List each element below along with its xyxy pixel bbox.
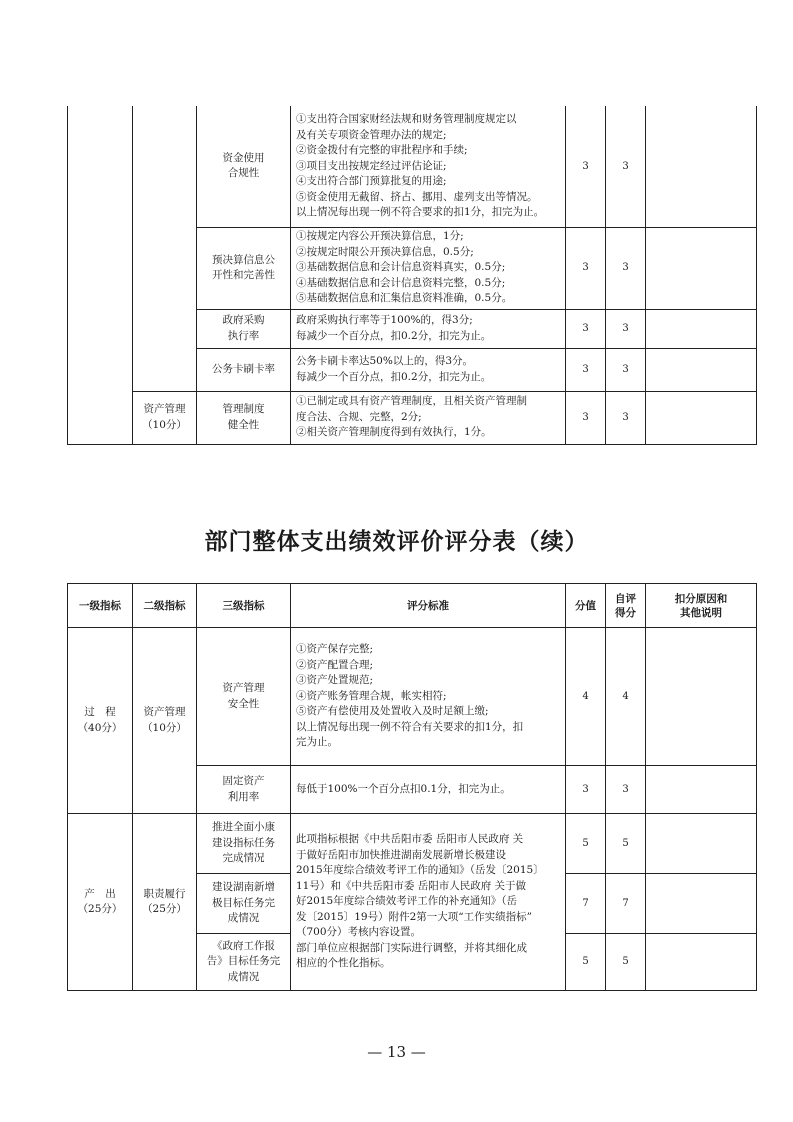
score-cell: 5 xyxy=(566,814,606,874)
level2-cell: 资产管理 （10分） xyxy=(133,391,197,444)
table-header-row xyxy=(68,584,757,628)
self-score-cell: 4 xyxy=(606,628,646,766)
evaluation-table-continued xyxy=(67,106,757,445)
score-cell: 3 xyxy=(566,227,606,309)
column-header-level3: 三级指标 xyxy=(197,584,291,628)
score-cell: 3 xyxy=(566,348,606,391)
notes-cell xyxy=(646,348,757,391)
column-header-self-score: 自评 得分 xyxy=(606,584,646,628)
notes-cell xyxy=(646,106,757,227)
notes-cell xyxy=(646,874,757,934)
notes-cell xyxy=(646,628,757,766)
table-row xyxy=(68,814,757,874)
criteria-cell: ①资产保存完整; ②资产配置合理; ③资产处置规范; ④资产账务管理合规，帐实相符; ⑤资产有偿使用及处置收入及时足额上缴; 以上情况每出现一例不符合有关要求的扣1分，扣 完为止。 xyxy=(291,628,566,766)
level3-cell: 建设湖南新增 极目标任务完 成情况 xyxy=(197,874,291,934)
table-row xyxy=(68,391,757,444)
notes-cell xyxy=(646,934,757,991)
notes-cell xyxy=(646,391,757,444)
criteria-cell: ①支出符合国家财经法规和财务管理制度规定以 及有关专项资金管理办法的规定; ②资金拨付有完整的审批程序和手续; ③项目支出按规定经过评估论证; ④支出符合部门预算批复的用途; ⑤资金使用无截留、挤占、挪用、虚列支出等情况。 以上情况每出现一例不符合要求的扣1分，扣完为止。 xyxy=(291,106,566,227)
level1-cell: 产 出 （25分） xyxy=(68,814,133,991)
self-score-cell: 3 xyxy=(606,348,646,391)
score-cell: 3 xyxy=(566,766,606,814)
score-cell: 3 xyxy=(566,106,606,227)
level3-cell: 《政府工作报 告》目标任务完 成情况 xyxy=(197,934,291,991)
criteria-cell: 每低于100%一个百分点扣0.1分，扣完为止。 xyxy=(291,766,566,814)
level3-cell: 资产管理 安全性 xyxy=(197,628,291,766)
level2-cell: 职责履行 （25分） xyxy=(133,814,197,991)
level3-cell: 预决算信息公 开性和完善性 xyxy=(197,227,291,309)
notes-cell xyxy=(646,766,757,814)
self-score-cell: 3 xyxy=(606,766,646,814)
level2-cell xyxy=(133,106,197,391)
score-cell: 3 xyxy=(566,309,606,348)
level2-cell: 资产管理 （10分） xyxy=(133,628,197,814)
score-cell: 3 xyxy=(566,391,606,444)
self-score-cell: 5 xyxy=(606,814,646,874)
self-score-cell: 7 xyxy=(606,874,646,934)
self-score-cell: 3 xyxy=(606,391,646,444)
level3-cell: 管理制度 健全性 xyxy=(197,391,291,444)
column-header-level2: 二级指标 xyxy=(133,584,197,628)
criteria-cell: 公务卡刷卡率达50%以上的，得3分。 每减少一个百分点，扣0.2分，扣完为止。 xyxy=(291,348,566,391)
self-score-cell: 3 xyxy=(606,309,646,348)
column-header-notes: 扣分原因和 其他说明 xyxy=(646,584,757,628)
column-header-criteria: 评分标准 xyxy=(291,584,566,628)
table-row xyxy=(68,628,757,766)
table-row xyxy=(68,106,757,227)
self-score-cell: 3 xyxy=(606,106,646,227)
level3-cell: 政府采购 执行率 xyxy=(197,309,291,348)
self-score-cell: 3 xyxy=(606,227,646,309)
score-cell: 7 xyxy=(566,874,606,934)
notes-cell xyxy=(646,309,757,348)
criteria-cell: ①按规定内容公开预决算信息，1分; ②按规定时限公开预决算信息，0.5分; ③基础数据信息和会计信息资料真实，0.5分; ④基础数据信息和会计信息资料完整，0.5分; ⑤基础数据信息和汇集信息资料准确，0.5分。 xyxy=(291,227,566,309)
score-cell: 5 xyxy=(566,934,606,991)
notes-cell xyxy=(646,814,757,874)
level3-cell: 推进全面小康 建设指标任务 完成情况 xyxy=(197,814,291,874)
notes-cell xyxy=(646,227,757,309)
level1-cell xyxy=(68,106,133,444)
criteria-cell: 此项指标根据《中共岳阳市委 岳阳市人民政府 关 于做好岳阳市加快推进湖南发展新增长极建设 2015年度综合绩效考评工作的通知》（岳发〔2015〕 11号）和《中共岳阳市委 岳阳市人民政府 关于做 好2015年度综合绩效考评工作的补充通知》（岳 发〔2015〕19号）附件2第一大项“工作实绩指标” （700分）考核内容设置。 部门单位应根据部门实际进行调整，并将其细化成 相应的个性化指标。 xyxy=(291,814,566,991)
page-title: 部门整体支出绩效评价评分表（续） xyxy=(204,529,589,555)
page-number: — 13 — xyxy=(367,1043,426,1061)
criteria-cell: 政府采购执行率等于100%的，得3分; 每减少一个百分点，扣0.2分，扣完为止。 xyxy=(291,309,566,348)
level1-cell: 过 程 （40分） xyxy=(68,628,133,814)
level3-cell: 固定资产 利用率 xyxy=(197,766,291,814)
criteria-cell: ①已制定或具有资产管理制度，且相关资产管理制 度合法、合规、完整，2分; ②相关资产管理制度得到有效执行，1分。 xyxy=(291,391,566,444)
self-score-cell: 5 xyxy=(606,934,646,991)
column-header-score: 分值 xyxy=(566,584,606,628)
level3-cell: 资金使用 合规性 xyxy=(197,106,291,227)
score-cell: 4 xyxy=(566,628,606,766)
level3-cell: 公务卡刷卡率 xyxy=(197,348,291,391)
column-header-level1: 一级指标 xyxy=(68,584,133,628)
evaluation-table xyxy=(67,583,757,991)
